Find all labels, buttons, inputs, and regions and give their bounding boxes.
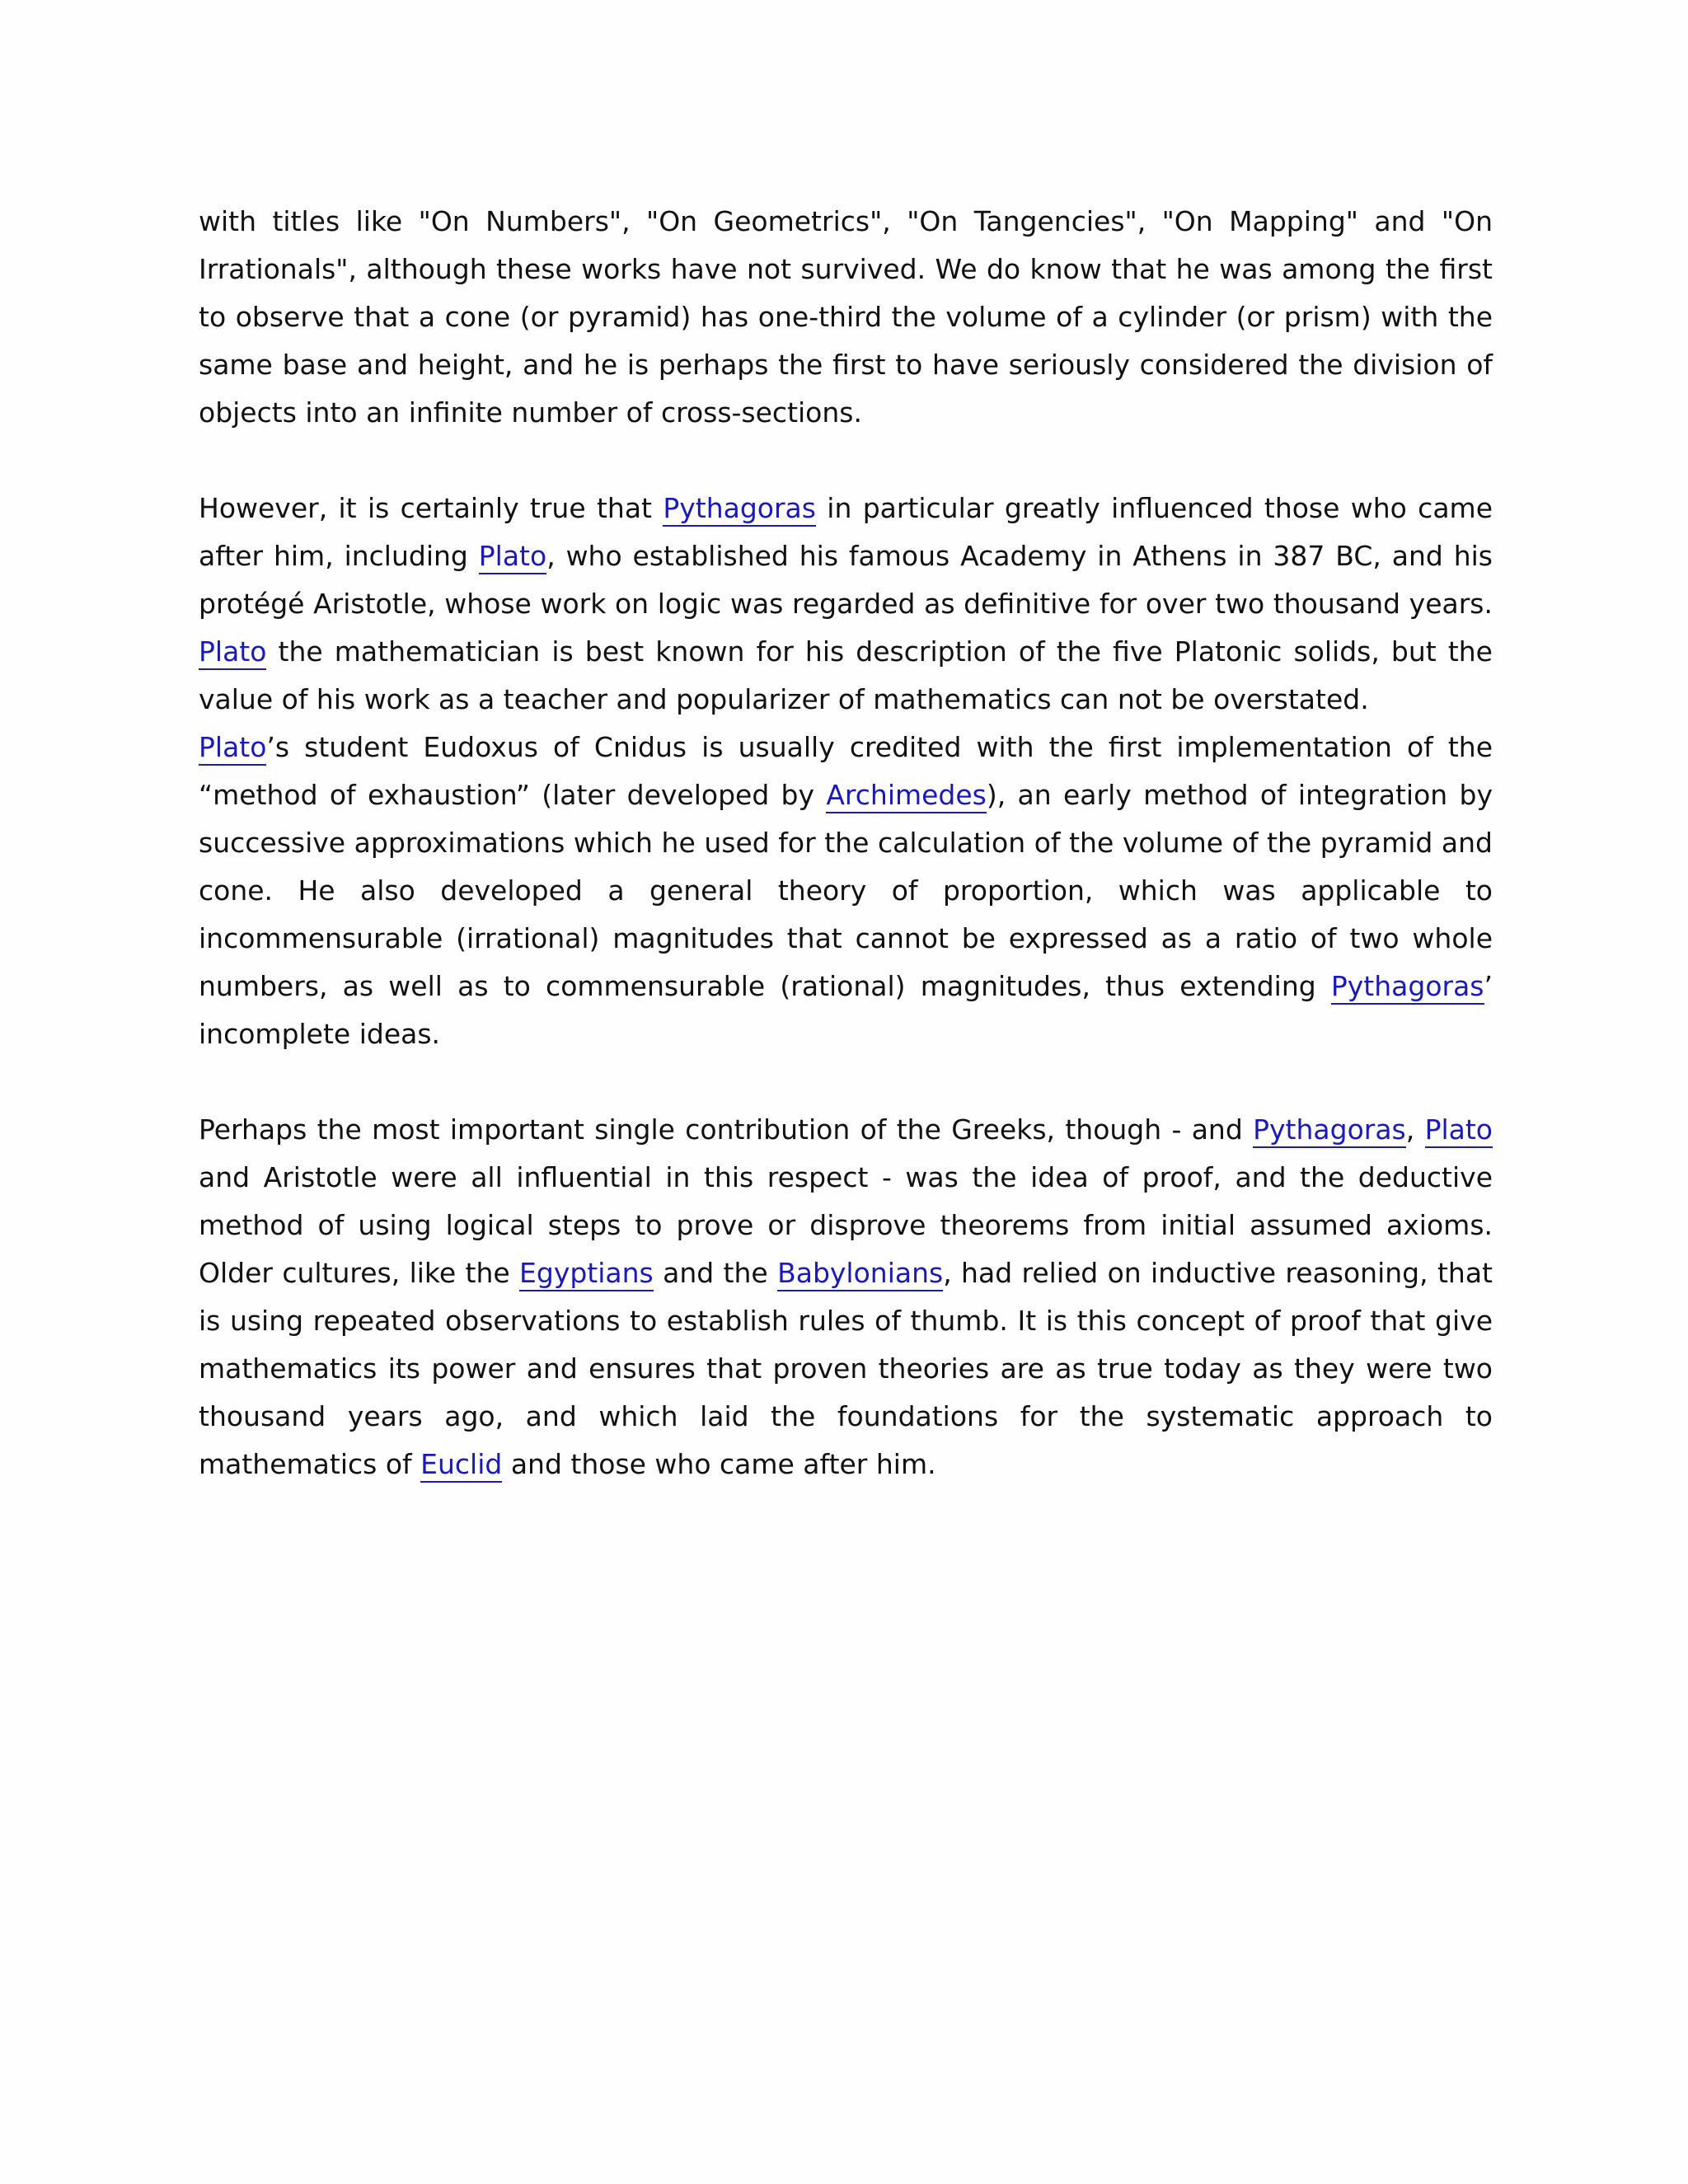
link-plato[interactable]: Plato — [199, 731, 266, 766]
paragraph-text: , had relied on inductive reasoning, that is using repeated observations to establish rules of thumb. It is this concept of proof that give mathematics its power and ensures that proven theories are as true today as they were two thousand years ago, and which laid the foundations for the systematic approach to mathematics of — [199, 1257, 1493, 1480]
paragraph-3 — [199, 724, 1493, 1058]
paragraph-text: in particular greatly influenced those who came after him, including — [199, 492, 1493, 572]
paragraph-text: , — [1405, 1113, 1425, 1146]
paragraph-text: ’ incomplete ideas. — [199, 970, 1493, 1050]
paragraph-text: the mathematician is best known for his description of the five Platonic solids, but the value of his work as a teacher and popularizer of mathematics can not be overstated. — [199, 635, 1493, 715]
paragraph-text: and the — [653, 1257, 778, 1289]
paragraph-text: However, it is certainly true that — [199, 492, 663, 524]
paragraph-text: ), an early method of integration by successive approximations which he used for the calculation of the volume of the pyramid and cone. He also developed a general theory of proportion, which was applicable to incommensurable (irrational) magnitudes that cannot be expressed as a ratio of two whole numbers, as well as to commensurable (rational) magnitudes, thus extending — [199, 779, 1493, 1002]
paragraph-text: , who established his famous Academy in Athens in 387 BC, and his protégé Aristotle, whose work on logic was regarded as definitive for over two thousand years. — [199, 540, 1493, 620]
paragraph-text: Perhaps the most important single contribution of the Greeks, though - and — [199, 1113, 1254, 1146]
link-pythagoras[interactable]: Pythagoras — [1253, 1113, 1406, 1148]
paragraph-text: with titles like "On Numbers", "On Geometrics", "On Tangencies", "On Mapping" and "On Irrationals", although these works have not survived. We do know that he was among the first to observe that a cone (or pyramid) has one-third the volume of a cylinder (or prism) with the same base and height, and he is perhaps the first to have seriously considered the division of objects into an infinite number of cross-sections. — [199, 205, 1493, 429]
link-pythagoras[interactable]: Pythagoras — [1331, 970, 1484, 1005]
link-babylonians[interactable]: Babylonians — [777, 1257, 943, 1291]
document-body — [199, 198, 1493, 1488]
paragraph-2 — [199, 485, 1493, 724]
paragraph-text: and Aristotle were all influential in this respect - was the idea of proof, and the deductive method of using logical steps to prove or disprove theorems from initial assumed axioms. Older cultures, like the — [199, 1161, 1493, 1289]
link-egyptians[interactable]: Egyptians — [519, 1257, 654, 1291]
link-archimedes[interactable]: Archimedes — [826, 779, 987, 813]
link-plato[interactable]: Plato — [199, 635, 266, 670]
paragraph-1 — [199, 198, 1493, 437]
paragraph-text: and those who came after him. — [502, 1448, 936, 1480]
paragraph-4 — [199, 1106, 1493, 1488]
paragraph-text: ’s student Eudoxus of Cnidus is usually credited with the first implementation of the “method of exhaustion” (later developed by — [199, 731, 1493, 811]
link-plato[interactable]: Plato — [1425, 1113, 1493, 1148]
link-plato[interactable]: Plato — [479, 540, 546, 574]
link-pythagoras[interactable]: Pythagoras — [663, 492, 816, 527]
link-euclid[interactable]: Euclid — [420, 1448, 502, 1483]
